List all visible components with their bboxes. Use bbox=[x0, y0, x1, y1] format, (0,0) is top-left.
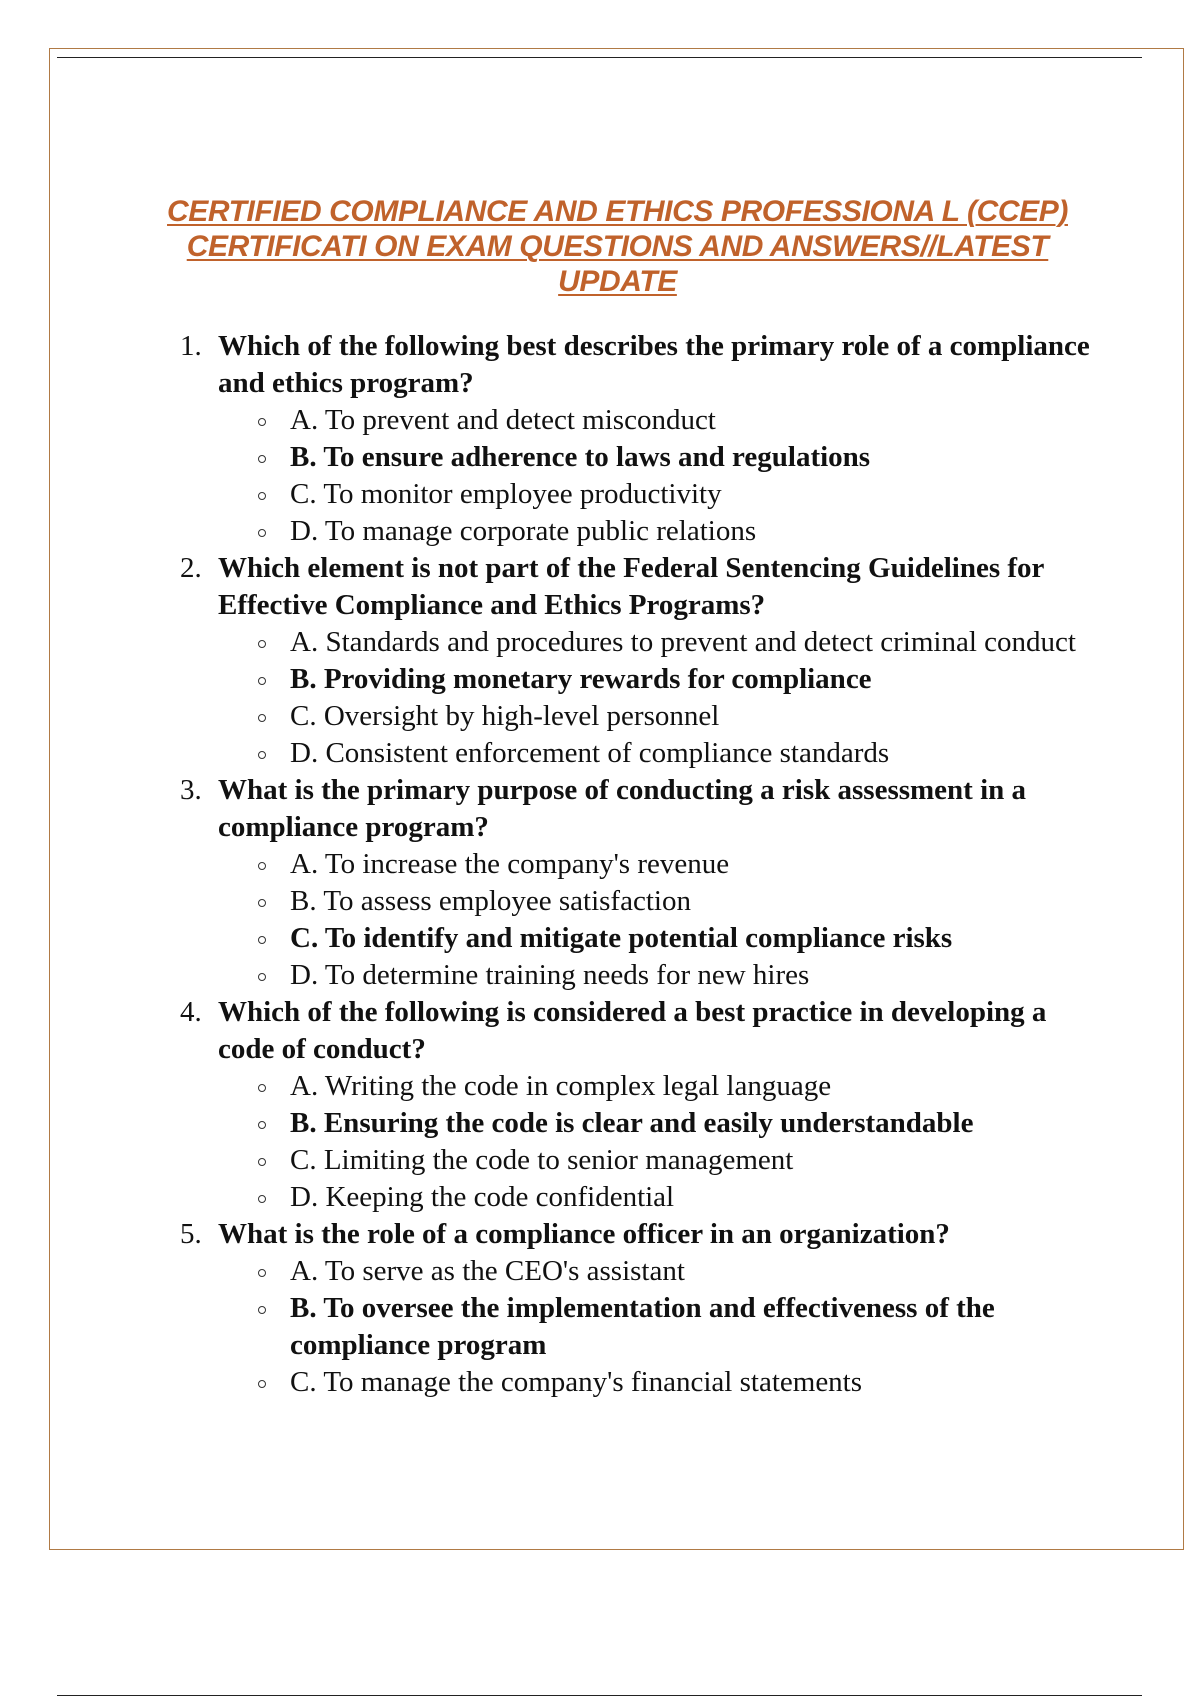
answer-option bbox=[218, 883, 1100, 920]
answer-option-correct bbox=[218, 1105, 1100, 1142]
option-text: B. To assess employee satisfaction bbox=[290, 885, 691, 917]
circle-bullet-icon bbox=[258, 1306, 266, 1314]
option-text: D. Keeping the code confidential bbox=[290, 1181, 675, 1213]
answer-options bbox=[218, 402, 1100, 550]
question-5 bbox=[180, 1216, 1100, 1401]
question-text: Which element is not part of the Federal Sentencing Guidelines for Effective Compliance and Ethics Programs? bbox=[218, 552, 1044, 621]
title-line-1: CERTIFIED COMPLIANCE AND ETHICS PROFESSIONA L (CCEP) bbox=[167, 195, 1068, 228]
question-number: 4. bbox=[180, 996, 202, 1028]
bottom-rule bbox=[57, 1695, 1142, 1696]
option-text: D. To determine training needs for new hires bbox=[290, 959, 810, 991]
option-text: A. Standards and procedures to prevent and detect criminal conduct bbox=[290, 626, 1076, 658]
answer-options bbox=[218, 846, 1100, 994]
answer-option bbox=[218, 1253, 1100, 1290]
circle-bullet-icon bbox=[258, 714, 266, 722]
circle-bullet-icon bbox=[258, 751, 266, 759]
answer-option-correct bbox=[218, 439, 1100, 476]
question-list bbox=[180, 328, 1100, 1401]
circle-bullet-icon bbox=[258, 936, 266, 944]
circle-bullet-icon bbox=[258, 1269, 266, 1277]
option-text: A. Writing the code in complex legal language bbox=[290, 1070, 832, 1102]
question-number: 2. bbox=[180, 552, 202, 584]
circle-bullet-icon bbox=[258, 677, 266, 685]
option-text: B. To ensure adherence to laws and regulations bbox=[290, 441, 871, 473]
question-text: Which of the following is considered a best practice in developing a code of conduct? bbox=[218, 996, 1047, 1065]
circle-bullet-icon bbox=[258, 973, 266, 981]
answer-option bbox=[218, 846, 1100, 883]
option-text: A. To increase the company's revenue bbox=[290, 848, 730, 880]
question-2 bbox=[180, 550, 1100, 772]
answer-option bbox=[218, 698, 1100, 735]
answer-options bbox=[218, 1253, 1100, 1401]
answer-option-correct bbox=[218, 920, 1100, 957]
question-3 bbox=[180, 772, 1100, 994]
option-text: C. To identify and mitigate potential compliance risks bbox=[290, 922, 953, 954]
circle-bullet-icon bbox=[258, 862, 266, 870]
question-number: 1. bbox=[180, 330, 202, 362]
answer-option bbox=[218, 1364, 1100, 1401]
circle-bullet-icon bbox=[258, 1380, 266, 1388]
title-line-3: UPDATE bbox=[558, 265, 677, 298]
question-number: 3. bbox=[180, 774, 202, 806]
question-text: Which of the following best describes the primary role of a compliance and ethics program? bbox=[218, 330, 1090, 399]
question-1 bbox=[180, 328, 1100, 550]
option-text: C. To monitor employee productivity bbox=[290, 478, 722, 510]
circle-bullet-icon bbox=[258, 455, 266, 463]
answer-option bbox=[218, 402, 1100, 439]
option-text: D. To manage corporate public relations bbox=[290, 515, 757, 547]
circle-bullet-icon bbox=[258, 899, 266, 907]
answer-option-correct bbox=[218, 1290, 1100, 1364]
option-text: C. Oversight by high-level personnel bbox=[290, 700, 720, 732]
answer-option bbox=[218, 513, 1100, 550]
document-title bbox=[120, 194, 1115, 299]
circle-bullet-icon bbox=[258, 492, 266, 500]
circle-bullet-icon bbox=[258, 1084, 266, 1092]
circle-bullet-icon bbox=[258, 640, 266, 648]
option-text: D. Consistent enforcement of compliance standards bbox=[290, 737, 890, 769]
option-text: B. To oversee the implementation and effectiveness of the compliance program bbox=[290, 1292, 995, 1361]
answer-options bbox=[218, 1068, 1100, 1216]
question-number: 5. bbox=[180, 1218, 202, 1250]
answer-option bbox=[218, 735, 1100, 772]
question-text: What is the role of a compliance officer in an organization? bbox=[218, 1218, 950, 1250]
circle-bullet-icon bbox=[258, 1158, 266, 1166]
circle-bullet-icon bbox=[258, 529, 266, 537]
circle-bullet-icon bbox=[258, 418, 266, 426]
circle-bullet-icon bbox=[258, 1121, 266, 1129]
answer-options bbox=[218, 624, 1100, 772]
answer-option-correct bbox=[218, 661, 1100, 698]
circle-bullet-icon bbox=[258, 1195, 266, 1203]
answer-option bbox=[218, 957, 1100, 994]
option-text: C. Limiting the code to senior management bbox=[290, 1144, 794, 1176]
option-text: A. To prevent and detect misconduct bbox=[290, 404, 716, 436]
title-line-2: CERTIFICATI ON EXAM QUESTIONS AND ANSWERS//LATEST bbox=[186, 230, 1049, 263]
answer-option bbox=[218, 1142, 1100, 1179]
option-text: A. To serve as the CEO's assistant bbox=[290, 1255, 685, 1287]
answer-option bbox=[218, 476, 1100, 513]
answer-option bbox=[218, 624, 1100, 661]
question-text: What is the primary purpose of conducting a risk assessment in a compliance program? bbox=[218, 774, 1027, 843]
answer-option bbox=[218, 1068, 1100, 1105]
question-4 bbox=[180, 994, 1100, 1216]
answer-option bbox=[218, 1179, 1100, 1216]
option-text: B. Providing monetary rewards for compliance bbox=[290, 663, 872, 695]
option-text: C. To manage the company's financial statements bbox=[290, 1366, 863, 1398]
option-text: B. Ensuring the code is clear and easily understandable bbox=[290, 1107, 974, 1139]
